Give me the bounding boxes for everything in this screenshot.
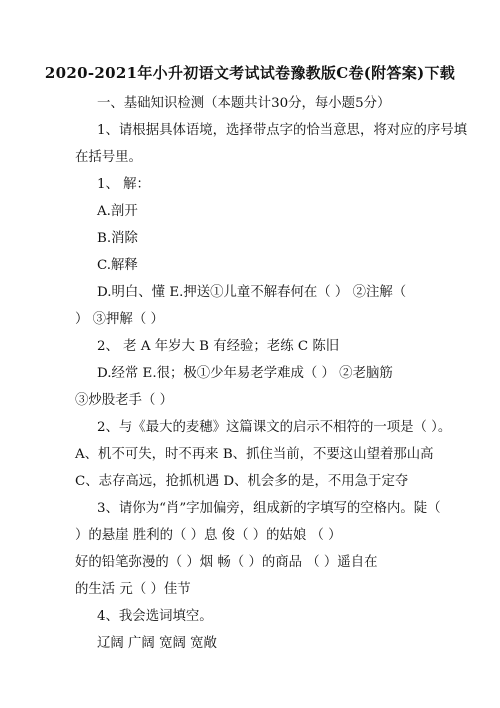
question-4-word-choices: 辽阔 广阔 宽阔 宽敞 — [97, 636, 217, 651]
question-4-line: 4、我会选词填空。 — [97, 609, 213, 624]
question-3-line-4: 的生活 元（ ）佳节 — [75, 582, 191, 597]
sub-question-1-continuation: ） ③押解（ ） — [75, 312, 164, 327]
document-title: 2020-2021年小升初语文考试试卷豫教版C卷(附答案)下载 — [44, 64, 456, 82]
question-2-options-ab: A、机不可失，时不再来 B、抓住当前，不要这山望着那山高 — [75, 447, 434, 462]
question-3-line-3: 好的铅笔弥漫的（ ）烟 畅（ ）的商品 （ ）遥自在 — [75, 555, 378, 570]
sub-question-1-option-a: A.剖开 — [97, 204, 138, 219]
question-3-line-2: ）的悬崖 胜利的（ ）息 俊（ ）的姑娘 （ ） — [75, 528, 342, 543]
sub-question-1-head: 1、 解： — [97, 177, 150, 192]
sub-question-1-option-b: B.消除 — [97, 231, 138, 246]
question-1-line-2: 在括号里。 — [75, 150, 142, 165]
question-2-line: 2、与《最大的麦穗》这篇课文的启示不相符的一项是（ ）。 — [97, 420, 452, 435]
sub-question-2-continuation: ③炒股老手（ ） — [75, 393, 173, 408]
sub-question-1-option-d-line: D.明白、懂 E.押送①儿童不解春何在（ ） ②注解（ — [97, 285, 407, 300]
section-heading: 一、基础知识检测（本题共计30分，每小题5分） — [97, 96, 391, 111]
question-1-line-1: 1、请根据具体语境，选择带点字的恰当意思，将对应的序号填 — [97, 123, 468, 138]
question-3-line-1: 3、请你为“肖”字加偏旁，组成新的字填写的空格内。陡（ — [97, 501, 441, 516]
sub-question-2-head: 2、 老 A 年岁大 B 有经验；老练 C 陈旧 — [97, 339, 340, 354]
question-2-options-cd: C、志存高远，抢抓机遇 D、机会多的是，不用急于定夺 — [75, 474, 409, 489]
sub-question-2-option-d-line: D.经常 E.很；极①少年易老学难成（ ） ②老脑筋 — [97, 366, 393, 381]
sub-question-1-option-c: C.解释 — [97, 258, 138, 273]
